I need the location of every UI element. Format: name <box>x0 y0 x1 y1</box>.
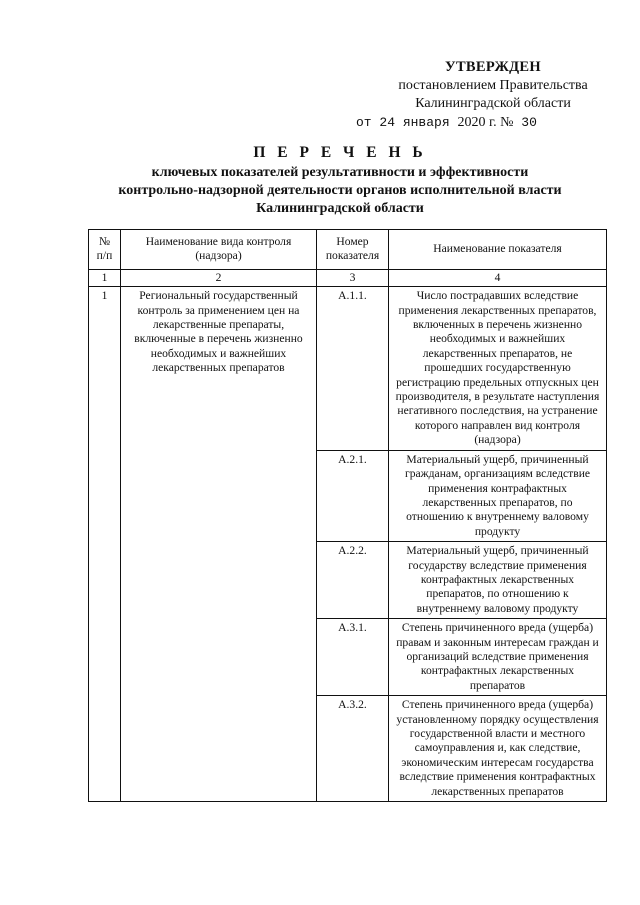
document-heading <box>60 142 620 218</box>
indicator-code: А.2.2. <box>317 542 389 619</box>
indicators-table <box>88 229 607 802</box>
table-header-row <box>89 230 607 270</box>
indicator-text: Степень причиненного вреда (ущерба) правам и законным интересам граждан и организаций вследствие применения контрафактных лекарственных препаратов <box>389 619 607 696</box>
date-prefix: от <box>356 114 372 130</box>
header-indicator-name: Наименование показателя <box>389 230 607 270</box>
approval-date-line <box>356 114 608 133</box>
indicator-text: Число пострадавших вследствие применения лекарственных препаратов, включенных в перечень жизненно необходимых и важнейших лекарственных препаратов, не прошедших государственную регистрацию предельных отпускных цен производителя, в результате наступления негативного последствия, на устранение которого направлен вид контроля (надзора) <box>389 287 607 450</box>
document-number: 30 <box>521 114 537 130</box>
header-indicator-number: Номер показателя <box>317 230 389 270</box>
indicator-text: Степень причиненного вреда (ущерба) установленному порядку осуществления государственной власти и местного самоуправления и, как следствие, экономическим интересам государства вследствие применения контрафактных лекарственных препаратов <box>389 696 607 802</box>
column-numbers-row <box>89 269 607 286</box>
indicator-text: Материальный ущерб, причиненный государству вследствие применения контрафактных лекарственных препаратов, по отношению к внутреннему валовому продукту <box>389 542 607 619</box>
approval-line-2: Калининградской области <box>415 96 571 111</box>
table-row <box>89 287 607 450</box>
indicator-text: Материальный ущерб, причиненный гражданам, организациям вследствие применения контрафактных лекарственных препаратов, по отношению к внутреннему валовому продукту <box>389 450 607 541</box>
header-control-name: Наименование вида контроля (надзора) <box>121 230 317 270</box>
control-name: Региональный государственный контроль за применением цен на лекарственные препараты, включенные в перечень жизненно необходимых и важнейших лекарственных препаратов <box>121 287 317 802</box>
header-number: № п/п <box>89 230 121 270</box>
date-value: 24 января <box>379 114 450 130</box>
approval-block <box>356 58 608 132</box>
indicator-code: А.3.2. <box>317 696 389 802</box>
document-subtitle-3: Калининградской области <box>256 201 424 216</box>
year-suffix: 2020 г. № <box>457 114 514 130</box>
control-number: 1 <box>89 287 121 802</box>
column-number: 4 <box>389 269 607 286</box>
approval-stamp: УТВЕРЖДЕН <box>445 59 541 75</box>
indicator-code: А.2.1. <box>317 450 389 541</box>
document-title: П Е Р Е Ч Е Н Ь <box>253 144 427 161</box>
document-subtitle-1: ключевых показателей результативности и эффективности <box>151 165 529 180</box>
approval-line-1: постановлением Правительства <box>398 77 588 93</box>
column-number: 3 <box>317 269 389 286</box>
column-number: 1 <box>89 269 121 286</box>
document-subtitle-2: контрольно-надзорной деятельности органов исполнительной власти <box>118 183 562 198</box>
indicator-code: А.3.1. <box>317 619 389 696</box>
indicator-code: А.1.1. <box>317 287 389 450</box>
column-number: 2 <box>121 269 317 286</box>
